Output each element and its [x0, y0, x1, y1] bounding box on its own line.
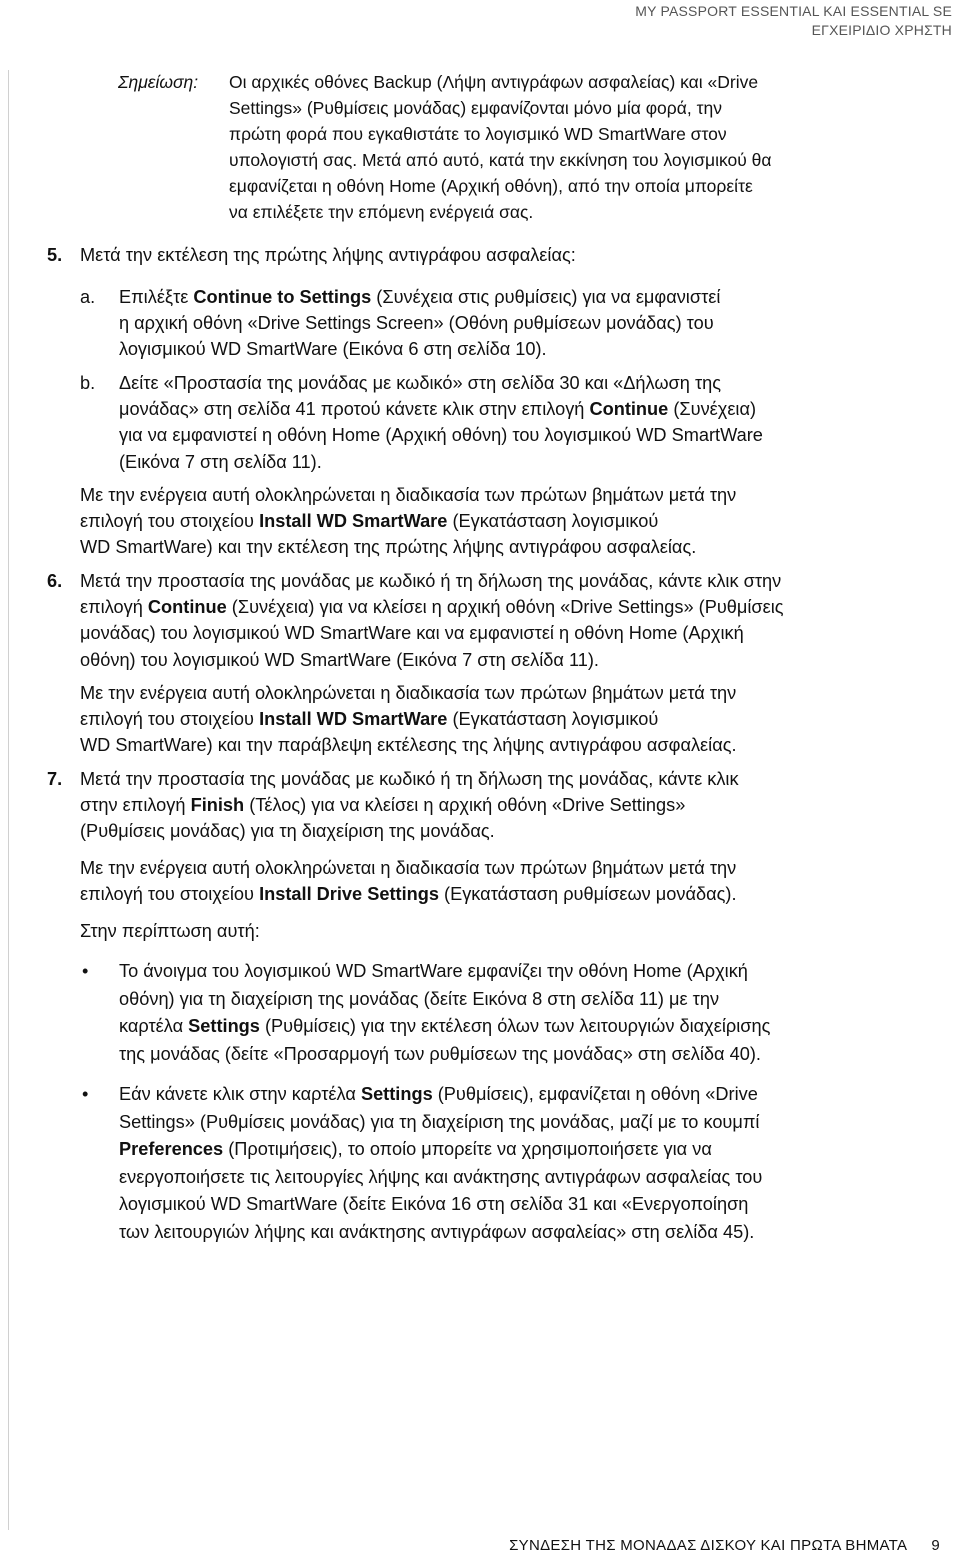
- running-header: [635, 2, 952, 40]
- running-footer: [509, 1537, 940, 1555]
- step-5b-text: Δείτε «Προστασία της μονάδας με κωδικό» στη σελίδα 30 και «Δήλωση της μονάδας» στη σελίδα 41 προτού κάνετε κλικ στην επιλογή Continue (Συνέχεια) για να εμφανιστεί η οθόνη Home (Αρχική οθόνη) του λογισμικού WD SmartWare (Εικόνα 7 στη σελίδα 11).: [119, 373, 763, 472]
- install-wd-smartware-term: Install WD SmartWare: [259, 709, 448, 730]
- footer-section-title: ΣΥΝΔΕΣΗ ΤΗΣ ΜΟΝΑΔΑΣ ΔΙΣΚΟΥ ΚΑΙ ΠΡΩΤΑ ΒΗΜΑΤΑ: [509, 1537, 908, 1554]
- settings-term: Settings: [188, 1016, 260, 1036]
- note-line: Οι αρχικές οθόνες Backup (Λήψη αντιγράφων ασφαλείας) και «Drive: [229, 72, 759, 92]
- note-line: υπολογιστή σας. Μετά από αυτό, κατά την εκκίνηση του λογισμικού θα: [229, 150, 772, 170]
- step-7-paragraph: Με την ενέργεια αυτή ολοκληρώνεται η διαδικασία των πρώτων βημάτων μετά την επιλογή του στοιχείου Install Drive Settings (Εγκατάσταση ρυθμίσεων μονάδας).: [80, 858, 737, 905]
- note-line: πρώτη φορά που εγκαθιστάτε το λογισμικό WD SmartWare στον: [229, 124, 727, 144]
- bullet-2-marker: •: [82, 1084, 89, 1104]
- margin-rule: [8, 70, 9, 1530]
- step-7-text: Μετά την προστασία της μονάδας με κωδικό ή τη δήλωση της μονάδας, κάντε κλικ στην επιλογή Finish (Τέλος) για να κλείσει η αρχική οθόνη «Drive Settings» (Ρυθμίσεις μονάδας) για τη διαχείριση της μονάδας.: [80, 769, 739, 842]
- step-5b-label: b.: [80, 373, 96, 393]
- note-label: Σημείωση:: [118, 72, 199, 92]
- install-drive-settings-term: Install Drive Settings: [259, 884, 439, 905]
- step-6-paragraph: Με την ενέργεια αυτή ολοκληρώνεται η διαδικασία των πρώτων βημάτων μετά την επιλογή του στοιχείου Install WD SmartWare (Εγκατάσταση λογισμικού WD SmartWare) και την παράβλεψη εκτέλεσης της λήψης αντιγράφου ασφαλείας.: [80, 683, 737, 756]
- header-title: MY PASSPORT ESSENTIAL ΚΑΙ ESSENTIAL SE: [635, 3, 952, 19]
- step-5-number: 5.: [47, 245, 63, 265]
- preferences-term: Preferences: [119, 1139, 224, 1159]
- step-5-paragraph: Με την ενέργεια αυτή ολοκληρώνεται η διαδικασία των πρώτων βημάτων μετά την επιλογή του στοιχείου Install WD SmartWare (Εγκατάσταση λογισμικού WD SmartWare) και την εκτέλεση της πρώτης λήψης αντιγράφου ασφαλείας.: [80, 485, 737, 558]
- settings-term: Settings: [360, 1084, 433, 1104]
- step-7-number: 7.: [47, 769, 63, 789]
- bullet-1-text: Το άνοιγμα του λογισμικού WD SmartWare εμφανίζει την οθόνη Home (Αρχική οθόνη) για τη διαχείριση της μονάδας (δείτε Εικόνα 8 στη σελίδα 11) με την καρτέλα Settings (Ρυθμίσεις) για την εκτέλεση όλων των λειτουργιών διαχείρισης της μονάδας (δείτε «Προσαρμογή των ρυθμίσεων της μονάδας» στη σελίδα 40).: [119, 961, 771, 1064]
- step-7-case-label: Στην περίπτωση αυτή:: [80, 921, 260, 941]
- continue-term: Continue: [589, 399, 669, 420]
- finish-term: Finish: [190, 795, 245, 816]
- continue-to-settings-term: Continue to Settings: [193, 287, 372, 307]
- bullet-2-text: Εάν κάνετε κλικ στην καρτέλα Settings (Ρυθμίσεις), εμφανίζεται η οθόνη «Drive Settings» (Ρυθμίσεις μονάδας) για τη διαχείριση της μονάδας, μαζί με το κουμπί Preferences (Προτιμήσεις), το οποίο μπορείτε να χρησιμοποιήσετε για να ενεργοποιήσετε τις λειτουργίες λήψης και ανάκτησης αντιγράφων ασφαλείας του λογισμικού WD SmartWare (δείτε Εικόνα 16 στη σελίδα 31 και «Ενεργοποίηση των λειτουργιών λήψης και ανάκτησης αντιγράφων ασφαλείας» στη σελίδα 45).: [119, 1084, 763, 1242]
- install-wd-smartware-term: Install WD SmartWare: [259, 511, 448, 532]
- continue-term: Continue: [147, 597, 227, 618]
- page-number: 9: [931, 1537, 940, 1554]
- step-5a-text: Επιλέξτε Continue to Settings (Συνέχεια στις ρυθμίσεις) για να εμφανιστεί η αρχική οθόνη «Drive Settings Screen» (Οθόνη ρυθμίσεων μονάδας) του λογισμικού WD SmartWare (Εικόνα 6 στη σελίδα 10).: [119, 287, 721, 360]
- step-5-text: Μετά την εκτέλεση της πρώτης λήψης αντιγράφου ασφαλείας:: [80, 245, 576, 265]
- note-body: [229, 69, 772, 225]
- step-6-text: Μετά την προστασία της μονάδας με κωδικό ή τη δήλωση της μονάδας, κάντε κλικ στην επιλογή Continue (Συνέχεια) για να κλείσει η αρχική οθόνη «Drive Settings» (Ρυθμίσεις μονάδας) του λογισμικού WD SmartWare και να εμφανιστεί η οθόνη Home (Αρχική οθόνη) του λογισμικού WD SmartWare (Εικόνα 7 στη σελίδα 11).: [80, 571, 784, 670]
- note-line: Settings» (Ρυθμίσεις μονάδας) εμφανίζονται μόνο μία φορά, την: [229, 98, 722, 118]
- note-line: εμφανίζεται η οθόνη Home (Αρχική οθόνη), από την οποία μπορείτε: [229, 176, 753, 196]
- header-subtitle: ΕΓΧΕΙΡΙΔΙΟ ΧΡΗΣΤΗ: [811, 22, 952, 38]
- step-5a-label: a.: [80, 287, 96, 307]
- note-line: να επιλέξετε την επόμενη ενέργειά σας.: [229, 202, 534, 222]
- bullet-1-marker: •: [82, 961, 89, 981]
- step-6-number: 6.: [47, 571, 63, 591]
